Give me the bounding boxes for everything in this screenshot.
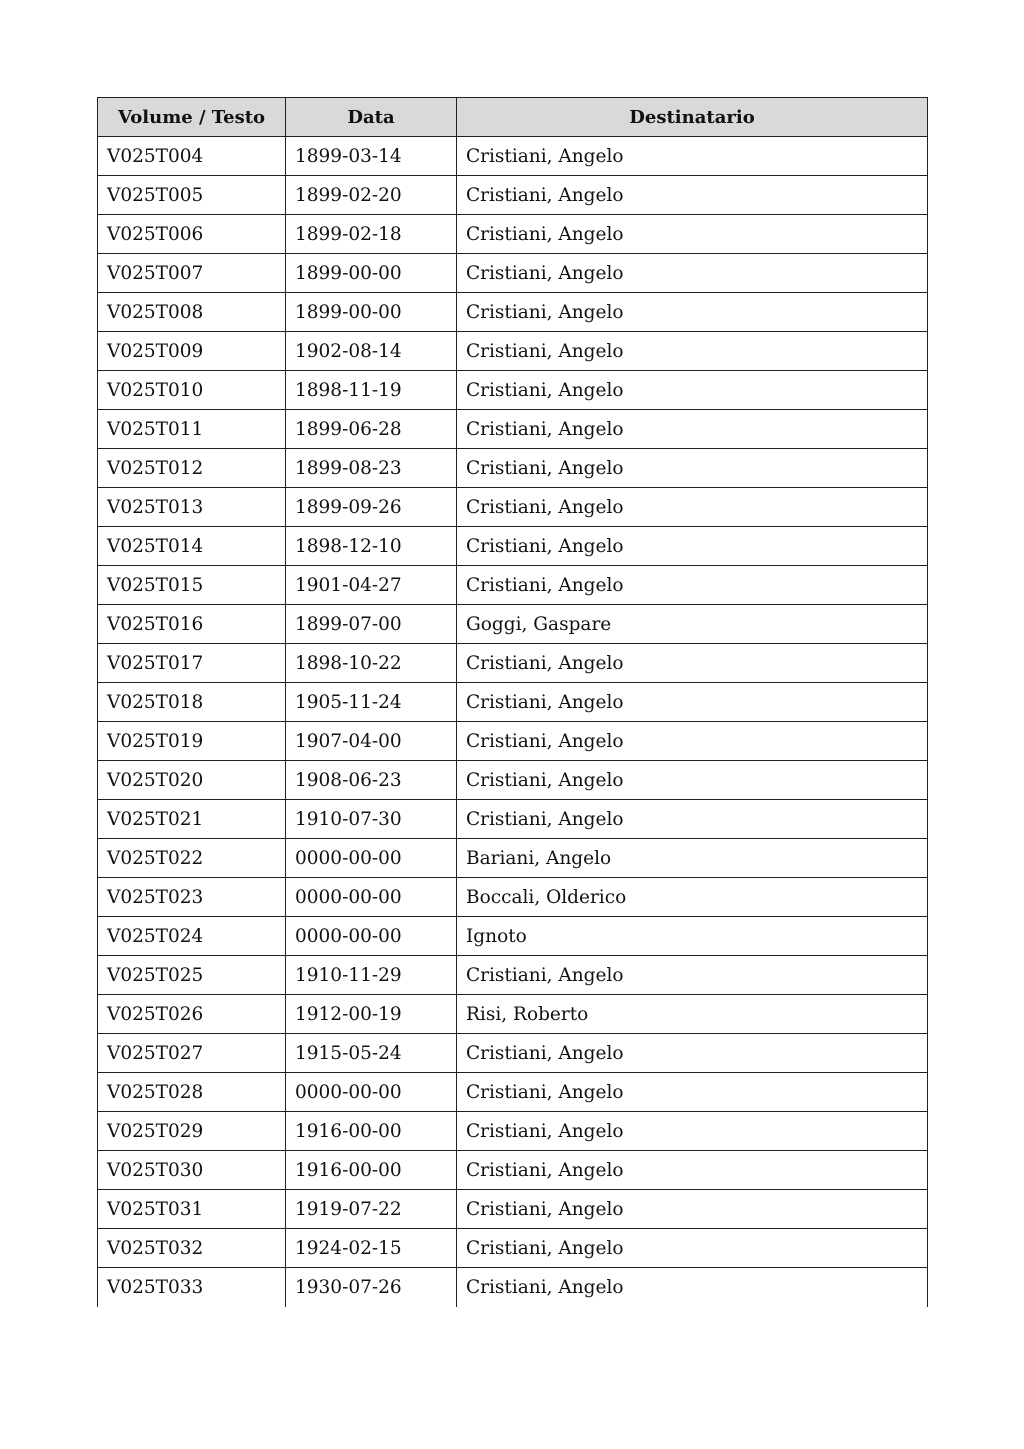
data-cell: 1924-02-15 xyxy=(286,1229,457,1268)
table-row xyxy=(98,1151,928,1190)
volume-testo-cell: V025T024 xyxy=(98,917,286,956)
destinatario-cell: Cristiani, Angelo xyxy=(457,410,928,449)
table-header xyxy=(98,98,928,137)
volume-testo-cell: V025T026 xyxy=(98,995,286,1034)
data-cell: 1899-00-00 xyxy=(286,293,457,332)
volume-testo-cell: V025T031 xyxy=(98,1190,286,1229)
destinatario-cell: Cristiani, Angelo xyxy=(457,449,928,488)
table-row xyxy=(98,215,928,254)
table-row xyxy=(98,1190,928,1229)
table-row xyxy=(98,956,928,995)
destinatario-cell: Cristiani, Angelo xyxy=(457,1229,928,1268)
table-row xyxy=(98,566,928,605)
data-cell: 1899-07-00 xyxy=(286,605,457,644)
data-cell: 1901-04-27 xyxy=(286,566,457,605)
volume-testo-cell: V025T017 xyxy=(98,644,286,683)
data-cell: 1899-08-23 xyxy=(286,449,457,488)
destinatario-cell: Ignoto xyxy=(457,917,928,956)
volume-testo-cell: V025T027 xyxy=(98,1034,286,1073)
volume-testo-cell: V025T032 xyxy=(98,1229,286,1268)
volume-testo-cell: V025T015 xyxy=(98,566,286,605)
volume-testo-cell: V025T007 xyxy=(98,254,286,293)
destinatario-cell: Cristiani, Angelo xyxy=(457,254,928,293)
volume-testo-cell: V025T005 xyxy=(98,176,286,215)
table-row xyxy=(98,995,928,1034)
data-cell: 1919-07-22 xyxy=(286,1190,457,1229)
table-row xyxy=(98,839,928,878)
data-cell: 1902-08-14 xyxy=(286,332,457,371)
table-row xyxy=(98,683,928,722)
data-cell: 1898-11-19 xyxy=(286,371,457,410)
destinatario-cell: Cristiani, Angelo xyxy=(457,644,928,683)
destinatario-cell: Cristiani, Angelo xyxy=(457,1034,928,1073)
volume-testo-cell: V025T014 xyxy=(98,527,286,566)
data-cell: 1905-11-24 xyxy=(286,683,457,722)
destinatario-cell: Cristiani, Angelo xyxy=(457,215,928,254)
data-cell: 0000-00-00 xyxy=(286,1073,457,1112)
destinatario-cell: Goggi, Gaspare xyxy=(457,605,928,644)
data-cell: 0000-00-00 xyxy=(286,878,457,917)
destinatario-cell: Cristiani, Angelo xyxy=(457,527,928,566)
table-row xyxy=(98,410,928,449)
volume-testo-cell: V025T009 xyxy=(98,332,286,371)
table-row xyxy=(98,488,928,527)
table-row xyxy=(98,137,928,176)
table-row xyxy=(98,1268,928,1307)
data-cell: 1908-06-23 xyxy=(286,761,457,800)
destinatario-cell: Cristiani, Angelo xyxy=(457,1190,928,1229)
header-row xyxy=(98,98,928,137)
data-cell: 1912-00-19 xyxy=(286,995,457,1034)
data-cell: 1899-06-28 xyxy=(286,410,457,449)
column-header-volume-testo: Volume / Testo xyxy=(98,98,286,137)
table-row xyxy=(98,332,928,371)
table-row xyxy=(98,527,928,566)
volume-testo-cell: V025T030 xyxy=(98,1151,286,1190)
destinatario-cell: Cristiani, Angelo xyxy=(457,332,928,371)
destinatario-cell: Cristiani, Angelo xyxy=(457,566,928,605)
table-row xyxy=(98,1229,928,1268)
volume-testo-cell: V025T010 xyxy=(98,371,286,410)
destinatario-cell: Cristiani, Angelo xyxy=(457,1112,928,1151)
volume-testo-cell: V025T006 xyxy=(98,215,286,254)
data-cell: 1899-09-26 xyxy=(286,488,457,527)
volume-testo-cell: V025T008 xyxy=(98,293,286,332)
volume-testo-cell: V025T033 xyxy=(98,1268,286,1307)
table-row xyxy=(98,449,928,488)
destinatario-cell: Cristiani, Angelo xyxy=(457,683,928,722)
destinatario-cell: Cristiani, Angelo xyxy=(457,371,928,410)
table-row xyxy=(98,293,928,332)
data-cell: 1899-03-14 xyxy=(286,137,457,176)
data-cell: 1899-00-00 xyxy=(286,254,457,293)
volume-testo-cell: V025T023 xyxy=(98,878,286,917)
volume-testo-cell: V025T028 xyxy=(98,1073,286,1112)
volume-testo-cell: V025T029 xyxy=(98,1112,286,1151)
destinatario-cell: Boccali, Olderico xyxy=(457,878,928,917)
volume-testo-cell: V025T020 xyxy=(98,761,286,800)
table-row xyxy=(98,722,928,761)
destinatario-cell: Cristiani, Angelo xyxy=(457,176,928,215)
destinatario-cell: Bariani, Angelo xyxy=(457,839,928,878)
column-header-data: Data xyxy=(286,98,457,137)
data-cell: 1899-02-18 xyxy=(286,215,457,254)
volume-testo-cell: V025T025 xyxy=(98,956,286,995)
data-cell: 1910-11-29 xyxy=(286,956,457,995)
table-row xyxy=(98,1073,928,1112)
volume-testo-cell: V025T011 xyxy=(98,410,286,449)
data-cell: 1898-10-22 xyxy=(286,644,457,683)
table-row xyxy=(98,878,928,917)
column-header-destinatario: Destinatario xyxy=(457,98,928,137)
data-cell: 0000-00-00 xyxy=(286,839,457,878)
destinatario-cell: Cristiani, Angelo xyxy=(457,293,928,332)
data-cell: 1907-04-00 xyxy=(286,722,457,761)
destinatario-cell: Cristiani, Angelo xyxy=(457,1151,928,1190)
table-body xyxy=(98,137,928,1307)
destinatario-cell: Cristiani, Angelo xyxy=(457,488,928,527)
table-row xyxy=(98,371,928,410)
destinatario-cell: Cristiani, Angelo xyxy=(457,137,928,176)
data-cell: 1916-00-00 xyxy=(286,1112,457,1151)
destinatario-cell: Cristiani, Angelo xyxy=(457,956,928,995)
destinatario-cell: Cristiani, Angelo xyxy=(457,1073,928,1112)
data-cell: 1898-12-10 xyxy=(286,527,457,566)
table-row xyxy=(98,1112,928,1151)
volume-testo-cell: V025T012 xyxy=(98,449,286,488)
volume-testo-cell: V025T019 xyxy=(98,722,286,761)
data-cell: 1915-05-24 xyxy=(286,1034,457,1073)
table-row xyxy=(98,254,928,293)
table-row xyxy=(98,800,928,839)
table-row xyxy=(98,917,928,956)
data-cell: 0000-00-00 xyxy=(286,917,457,956)
volume-testo-cell: V025T004 xyxy=(98,137,286,176)
table-row xyxy=(98,176,928,215)
volume-testo-cell: V025T013 xyxy=(98,488,286,527)
data-cell: 1910-07-30 xyxy=(286,800,457,839)
volume-testo-cell: V025T022 xyxy=(98,839,286,878)
data-cell: 1916-00-00 xyxy=(286,1151,457,1190)
data-cell: 1930-07-26 xyxy=(286,1268,457,1307)
destinatario-cell: Cristiani, Angelo xyxy=(457,1268,928,1307)
table-row xyxy=(98,761,928,800)
volume-testo-cell: V025T016 xyxy=(98,605,286,644)
table-row xyxy=(98,644,928,683)
destinatario-cell: Cristiani, Angelo xyxy=(457,800,928,839)
volume-testo-cell: V025T021 xyxy=(98,800,286,839)
destinatario-cell: Cristiani, Angelo xyxy=(457,722,928,761)
table-row xyxy=(98,605,928,644)
destinatario-cell: Risi, Roberto xyxy=(457,995,928,1034)
destinatario-cell: Cristiani, Angelo xyxy=(457,761,928,800)
letters-table xyxy=(97,97,928,1307)
table-row xyxy=(98,1034,928,1073)
data-cell: 1899-02-20 xyxy=(286,176,457,215)
volume-testo-cell: V025T018 xyxy=(98,683,286,722)
